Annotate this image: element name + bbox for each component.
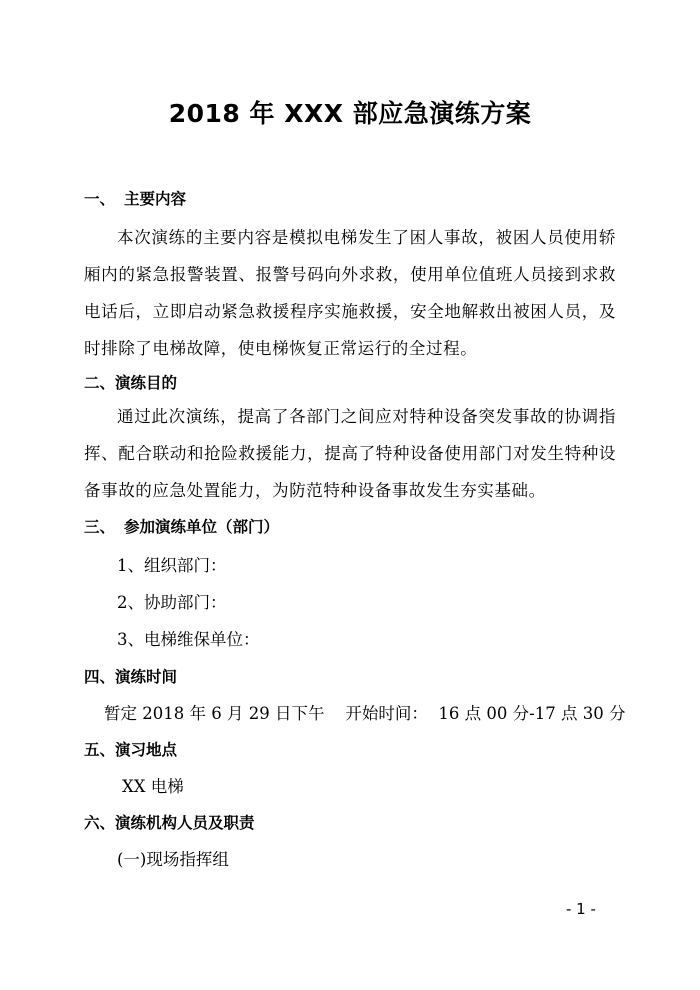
- section-5-title: 演习地点: [115, 741, 178, 759]
- section-2-heading: [84, 372, 177, 394]
- drill-time-text: 暂定 2018 年 6 月 29 日下午 开始时间： 16 点 00 分-17 点 30 分: [104, 704, 626, 723]
- document-title: 2018 年 XXX 部应急演练方案: [168, 99, 532, 128]
- section-4-heading: [84, 666, 177, 688]
- section-4-number: 四、: [84, 668, 116, 686]
- section-2-title: 演练目的: [115, 374, 178, 392]
- section-1-body: 本次演练的主要内容是模拟电梯发生了困人事故，被困人员使用轿厢内的紧急报警装置、报警号码向外求救，使用单位值班人员接到求救电话后，立即启动紧急救援程序实施救援，安全地解救出被困人员，及时排除了电梯故障，使电梯恢复正常运行的全过程。: [84, 228, 616, 358]
- section-4-title: 演练时间: [115, 668, 178, 686]
- page-number: - 1 -: [566, 900, 596, 918]
- subsection-text: (一)现场指挥组: [117, 850, 229, 869]
- list-item: 2、协助部门：: [117, 593, 227, 612]
- section-6-number: 六、: [84, 814, 116, 832]
- section-6-heading: [84, 812, 255, 834]
- section-2-body: 通过此次演练，提高了各部门之间应对特种设备突发事故的协调指挥、配合联动和抢险救援能力，提高了特种设备使用部门对发生特种设备事故的应急处置能力，为防范特种设备事故发生夯实基础。: [84, 407, 616, 500]
- section-6-title: 演练机构人员及职责: [115, 814, 255, 832]
- section-1-number: 一、: [84, 190, 116, 208]
- section-1-title: 主要内容: [124, 190, 187, 208]
- list-item: 3、电梯维保单位：: [117, 630, 260, 649]
- drill-location-text: XX 电梯: [122, 777, 184, 796]
- section-3-number: 三、: [84, 518, 116, 536]
- section-1-heading: [84, 188, 186, 210]
- list-item: 1、组织部门：: [117, 556, 227, 575]
- section-3-heading: [84, 516, 279, 538]
- section-5-heading: [84, 739, 177, 761]
- section-3-title: 参加演练单位（部门）: [124, 518, 280, 536]
- section-2-number: 二、: [84, 374, 116, 392]
- section-5-number: 五、: [84, 741, 116, 759]
